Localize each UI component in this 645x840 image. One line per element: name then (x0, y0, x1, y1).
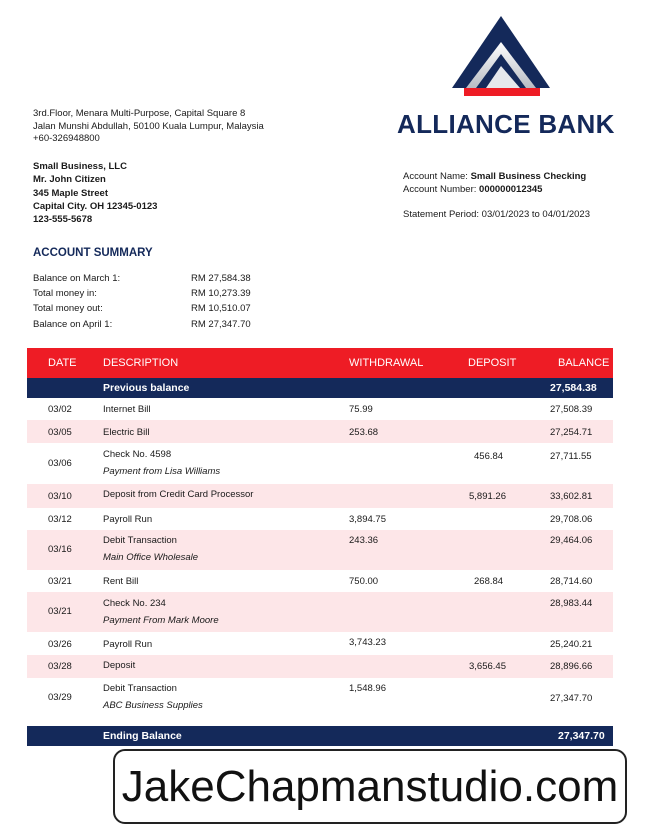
row-description: Rent Bill (103, 576, 139, 587)
row-withdrawal: 3,894.75 (349, 514, 386, 525)
bank-name: ALLIANCE BANK (397, 109, 615, 139)
row-description: Check No. 234 (103, 598, 166, 609)
table-row (27, 655, 613, 678)
summary-value: RM 10,510.07 (191, 303, 251, 314)
row-description: Electric Bill (103, 427, 150, 438)
bank-logo-icon (450, 14, 552, 100)
account-name-label: Account Name: (403, 171, 471, 182)
row-description: Debit Transaction (103, 535, 177, 546)
ending-balance-value: 27,347.70 (558, 730, 605, 742)
address-line: 3rd.Floor, Menara Multi-Purpose, Capital Square 8 (33, 108, 246, 119)
customer-line: 345 Maple Street (33, 187, 108, 199)
table-row (27, 570, 613, 592)
row-note: Payment From Mark Moore (103, 615, 219, 626)
summary-value: RM 27,584.38 (191, 273, 251, 284)
row-date: 03/21 (48, 576, 72, 587)
table-row (27, 678, 613, 718)
row-withdrawal: 243.36 (349, 535, 379, 546)
row-date: 03/28 (48, 661, 72, 672)
account-number-value: 000000012345 (479, 183, 543, 195)
previous-balance-value: 27,584.38 (550, 382, 597, 394)
summary-label: Total money in: (33, 288, 97, 299)
row-balance: 28,714.60 (550, 576, 593, 587)
summary-title: ACCOUNT SUMMARY (33, 247, 153, 259)
row-date: 03/16 (48, 544, 72, 555)
row-description: Payroll Run (103, 639, 153, 650)
row-balance: 27,254.71 (550, 427, 593, 438)
row-note: Main Office Wholesale (103, 552, 199, 563)
row-deposit: 5,891.26 (469, 491, 506, 502)
account-name-value: Small Business Checking (470, 171, 587, 182)
row-withdrawal: 75.99 (349, 404, 373, 415)
transactions-table (27, 348, 613, 746)
summary-label: Total money out: (33, 303, 103, 314)
header-balance: BALANCE (558, 357, 610, 369)
row-withdrawal: 3,743.23 (349, 637, 386, 648)
customer-line: 123-555-5678 (33, 214, 93, 226)
statement-period: Statement Period: 03/01/2023 to 04/01/2023 (403, 209, 590, 220)
table-row (27, 530, 613, 570)
address-line: Jalan Munshi Abdullah, 50100 Kuala Lumpur, Malaysia (33, 120, 264, 132)
watermark-banner: JakeChapmanstudio.com (113, 749, 627, 824)
row-balance: 28,983.44 (550, 598, 593, 609)
header-withdrawal: WITHDRAWAL (349, 357, 424, 369)
table-row (27, 420, 613, 443)
row-description: Check No. 4598 (103, 449, 172, 460)
summary-label: Balance on April 1: (33, 319, 113, 330)
row-date: 03/21 (48, 606, 72, 617)
row-description: Deposit from Credit Card Processor (103, 489, 254, 500)
row-balance: 29,464.06 (550, 535, 593, 546)
row-deposit: 3,656.45 (469, 661, 506, 672)
customer-line: Capital City. OH 12345-0123 (33, 200, 158, 212)
row-balance: 27,347.70 (550, 693, 593, 704)
table-row (27, 592, 613, 632)
row-description: Debit Transaction (103, 683, 177, 694)
previous-balance-row (27, 378, 613, 398)
row-balance: 25,240.21 (550, 639, 593, 650)
row-description: Internet Bill (103, 404, 151, 415)
customer-line: Mr. John Citizen (33, 174, 106, 186)
row-withdrawal: 750.00 (349, 576, 379, 587)
row-description: Deposit (103, 660, 136, 671)
table-row (27, 632, 613, 655)
summary-value: RM 10,273.39 (191, 288, 251, 299)
row-deposit: 456.84 (474, 451, 504, 462)
row-description: Payroll Run (103, 514, 153, 525)
header-date: DATE (48, 357, 77, 369)
table-header (27, 348, 613, 378)
row-note: Payment from Lisa Williams (103, 466, 221, 477)
row-balance: 27,711.55 (550, 451, 592, 462)
row-date: 03/05 (48, 427, 72, 438)
row-withdrawal: 253.68 (349, 427, 379, 438)
row-date: 03/02 (48, 404, 72, 415)
header-description: DESCRIPTION (103, 357, 179, 369)
row-deposit: 268.84 (474, 576, 504, 587)
row-withdrawal: 1,548.96 (349, 683, 386, 694)
row-balance: 27,508.39 (550, 404, 593, 415)
address-line: +60-326948800 (33, 133, 100, 144)
account-name-row (403, 171, 586, 184)
row-balance: 33,602.81 (550, 491, 593, 502)
account-number-label: Account Number: (403, 183, 480, 195)
ending-balance-label: Ending Balance (103, 730, 182, 742)
account-number-row (403, 184, 586, 197)
table-row (27, 443, 613, 484)
row-balance: 28,896.66 (550, 661, 593, 672)
previous-balance-label: Previous balance (103, 382, 190, 394)
row-date: 03/29 (48, 692, 72, 703)
row-note: ABC Business Supplies (103, 700, 203, 711)
table-row (27, 398, 613, 420)
summary-value: RM 27,347.70 (191, 319, 251, 330)
bank-address (33, 108, 264, 146)
customer-block (33, 160, 157, 226)
table-row (27, 484, 613, 508)
row-date: 03/06 (48, 458, 72, 469)
header-deposit: DEPOSIT (468, 357, 517, 369)
account-info (403, 171, 586, 196)
summary-label: Balance on March 1: (33, 273, 121, 284)
row-balance: 29,708.06 (550, 514, 593, 525)
row-date: 03/10 (48, 491, 72, 502)
table-row (27, 508, 613, 530)
customer-line: Small Business, LLC (33, 161, 127, 172)
ending-balance-row (27, 726, 613, 746)
row-date: 03/12 (48, 514, 72, 525)
row-date: 03/26 (48, 639, 72, 650)
table-gap (27, 718, 613, 726)
